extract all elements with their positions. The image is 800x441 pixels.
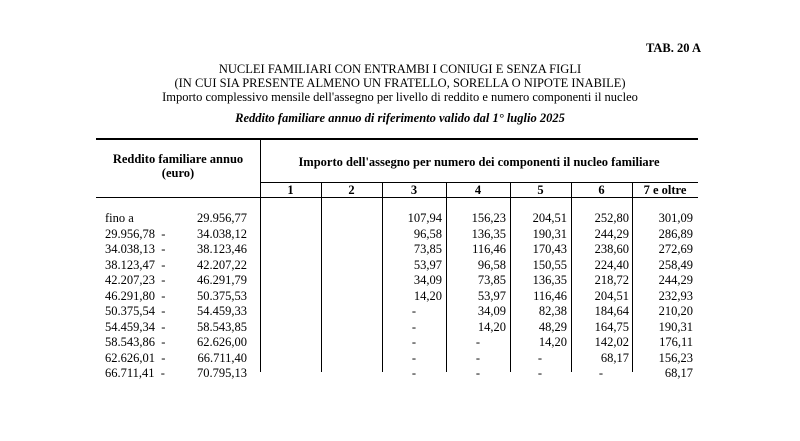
amount-cell: 136,35 [532, 273, 567, 287]
amount-cell: 164,75 [594, 319, 629, 334]
amount-cell: - [411, 335, 417, 349]
amount-cell: 68,17 [600, 350, 629, 365]
amount-cell: 224,40 [594, 257, 629, 272]
income-range-from: 50.375,54 - [105, 304, 166, 318]
income-range-from: fino a [105, 211, 134, 225]
column-header-divider [96, 197, 698, 198]
table-row [96, 211, 698, 227]
amount-cell: 73,85 [413, 242, 442, 256]
heading-line-2: (IN CUI SIA PRESENTE ALMENO UN FRATELLO, SORELLA O NIPOTE INABILE) [174, 76, 626, 90]
amount-column-header: Importo dell'assegno per numero dei componenti il nucleo familiare [298, 155, 660, 169]
income-range-to: 54.459,33 [197, 304, 247, 318]
amount-cell: 218,72 [594, 273, 629, 287]
income-range-from: 54.459,34 - [105, 319, 166, 334]
table-row [96, 320, 698, 336]
amount-cell: 170,43 [532, 242, 567, 256]
amount-cell: 156,23 [471, 211, 506, 225]
amount-cell: 53,97 [413, 257, 442, 272]
table-row [96, 289, 698, 305]
income-range-from: 66.711,41 - [105, 366, 165, 380]
amount-cell: 34,09 [477, 304, 506, 318]
table-top-rule [96, 138, 698, 140]
amount-cell: - [411, 304, 417, 318]
income-header-line-2: (euro) [161, 166, 195, 180]
amount-cell: 53,97 [477, 288, 506, 303]
amount-cell: 14,20 [538, 335, 567, 349]
income-column-header [96, 152, 260, 180]
amount-cell: 73,85 [477, 273, 506, 287]
table-row [96, 304, 698, 320]
amount-cell: 258,49 [658, 257, 693, 272]
amount-cell: 136,35 [471, 226, 506, 241]
reference-subtitle: Reddito familiare annuo di riferimento valido dal 1° luglio 2025 [235, 111, 565, 125]
table-row [96, 242, 698, 258]
income-range-from: 29.956,78 - [105, 226, 166, 241]
heading-line-1: NUCLEI FAMILIARI CON ENTRAMBI I CONIUGI E SENZA FIGLI [218, 62, 582, 76]
table-row [96, 227, 698, 243]
column-header-1: 1 [287, 183, 294, 197]
table-row [96, 258, 698, 274]
amount-cell: 244,29 [594, 226, 629, 241]
amount-cell: - [411, 319, 417, 334]
column-header-5: 5 [537, 183, 544, 197]
column-header-3: 3 [410, 183, 418, 197]
column-header-6: 6 [598, 183, 605, 197]
income-range-to: 62.626,00 [197, 335, 247, 349]
income-range-to: 50.375,53 [197, 288, 247, 303]
table-row [96, 273, 698, 289]
income-range-to: 58.543,85 [197, 319, 247, 334]
table-row [96, 351, 698, 367]
amount-cell: 116,46 [472, 242, 506, 256]
income-range-to: 34.038,12 [197, 226, 247, 241]
income-range-to: 38.123,46 [197, 242, 247, 256]
amount-cell: - [537, 366, 543, 380]
amount-cell: - [411, 366, 417, 380]
table-row [96, 335, 698, 351]
income-range-from: 42.207,23 - [105, 273, 166, 287]
amount-cell: 14,20 [413, 288, 442, 303]
amount-cell: 96,58 [413, 226, 442, 241]
amount-cell: 156,23 [658, 350, 693, 365]
amount-cell: - [475, 335, 481, 349]
table-code: TAB. 20 A [646, 41, 701, 55]
amount-cell: 14,20 [477, 319, 506, 334]
amount-cell: - [411, 350, 417, 365]
column-header-4: 4 [474, 183, 482, 197]
amount-cell: - [475, 366, 481, 380]
income-header-line-1: Reddito familiare annuo [112, 152, 244, 166]
amount-cell: 116,46 [533, 288, 567, 303]
amount-cell: 204,51 [532, 211, 567, 225]
column-header-7-plus: 7 e oltre [643, 183, 687, 197]
income-range-to: 42.207,22 [197, 257, 247, 272]
amount-cell: 48,29 [538, 319, 567, 334]
amount-cell: 142,02 [594, 335, 629, 349]
heading-line-3: Importo complessivo mensile dell'assegno per livello di reddito e numero componenti il nucleo [162, 90, 638, 104]
amount-cell: 190,31 [658, 319, 693, 334]
amount-cell: - [475, 350, 481, 365]
income-range-to: 46.291,79 [197, 273, 247, 287]
income-range-from: 58.543,86 - [105, 335, 166, 349]
amount-cell: 210,20 [658, 304, 693, 318]
income-range-from: 38.123,47 - [105, 257, 166, 272]
income-range-from: 34.038,13 - [105, 242, 166, 256]
amount-cell: 301,09 [658, 211, 693, 225]
allowance-table [96, 138, 698, 380]
amount-cell: 68,17 [664, 366, 693, 380]
income-range-to: 66.711,40 [197, 350, 247, 365]
amount-cell: 252,80 [594, 211, 629, 225]
amount-cell: 150,55 [532, 257, 567, 272]
amount-cell: - [598, 366, 604, 380]
amount-cell: 204,51 [594, 288, 629, 303]
amount-cell: 244,29 [658, 273, 693, 287]
amount-cell: 176,11 [659, 335, 693, 349]
amount-cell: 96,58 [477, 257, 506, 272]
amount-cell: 238,60 [594, 242, 629, 256]
amount-cell: 184,64 [594, 304, 629, 318]
amount-cell: 232,93 [658, 288, 693, 303]
amount-cell: 286,89 [658, 226, 693, 241]
income-range-to: 29.956,77 [197, 211, 247, 225]
amount-cell: 190,31 [532, 226, 567, 241]
income-range-from: 46.291,80 - [105, 288, 166, 303]
amount-cell: - [537, 350, 543, 365]
amount-cell: 34,09 [413, 273, 442, 287]
income-range-from: 62.626,01 - [105, 350, 166, 365]
income-range-to: 70.795,13 [197, 366, 247, 380]
column-header-2: 2 [348, 183, 355, 197]
table-row [96, 366, 698, 382]
amount-cell: 107,94 [407, 211, 442, 225]
amount-cell: 272,69 [658, 242, 693, 256]
amount-cell: 82,38 [538, 304, 567, 318]
